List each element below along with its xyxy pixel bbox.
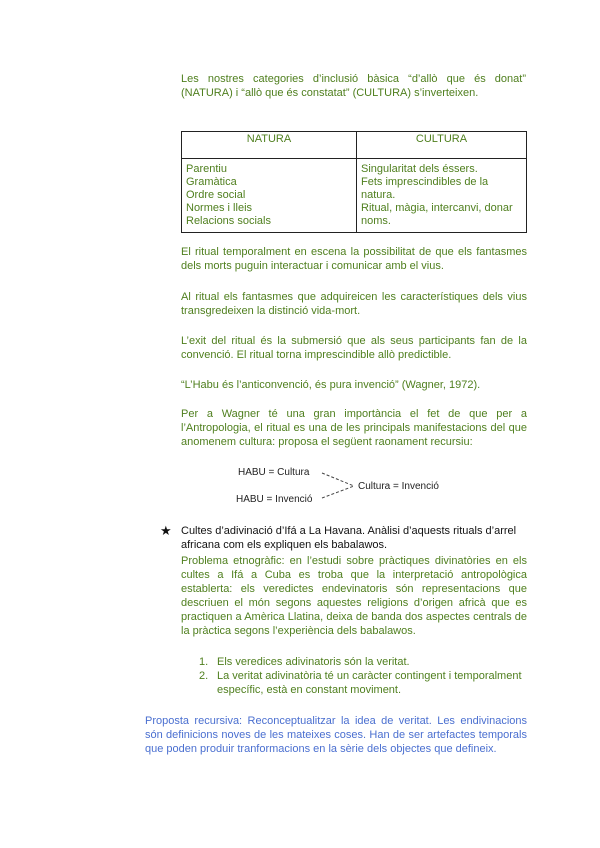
natura-cultura-table: [181, 131, 527, 233]
paragraph-habu-quote: “L’Habu és l’anticonvenció, és pura invenció” (Wagner, 1972).: [181, 379, 481, 391]
natura-item: Gramàtica: [186, 176, 237, 188]
paragraph-exit-ritual: L’exit del ritual és la submersió que als seus participants fan de la convenció. El ritual torna imprescindible allò predictible.: [181, 335, 527, 361]
proposta-recursiva: Proposta recursiva: Reconceptualitzar la idea de veritat. Les endivinacions són definicions noves de les mateixes coses. Han de ser artefactes temporals que poden produir tranformacions en la sèrie dels objectes que defineix.: [145, 715, 527, 755]
list-number: 2.: [199, 670, 209, 682]
cultura-item: Ritual, màgia, intercanvi, donar noms.: [361, 202, 513, 227]
paragraph-wagner: Per a Wagner té una gran importància el fet de que per a l’Antropologia, el ritual es una de les principals manifestacions del que anomenem cultura: proposa el següent raonament recursiu:: [181, 408, 527, 448]
list-text: Els veredices adivinatoris són la veritat.: [217, 656, 410, 668]
natura-cell: [182, 159, 357, 233]
intro-paragraph: Les nostres categories d’inclusió bàsica “d’allò que és donat” (NATURA) i “allò que és constatat” (CULTURA) s’inverteixen.: [181, 73, 526, 99]
cultura-cell: [357, 159, 527, 233]
natura-item: Ordre social: [186, 189, 246, 201]
table-header-cultura: CULTURA: [357, 132, 527, 159]
list-item: [199, 655, 527, 669]
natura-item: Parentiu: [186, 163, 227, 175]
natura-item: Normes i lleis: [186, 202, 253, 214]
paragraph-fantasmes: Al ritual els fantasmes que adquireicen les característiques dels vius transgredeixen la distinció vida-mort.: [181, 291, 527, 317]
numbered-list: [199, 655, 527, 697]
table-header-natura: NATURA: [182, 132, 357, 159]
list-item: [199, 669, 527, 697]
problema-etnografic: Problema etnogràfic: en l’estudi sobre pràctiques divinatòries en els cultes a Ifá a Cuba es troba que la interpretació antropològica establerta: els veredictes endevinatoris són representacions que descriuen el món segons aquestes religions d’origen africà que es practiquen a Amèrica Llatina, deixa de banda dos aspectes centrals de la pràctica segons l’experiència dels babalawos.: [181, 555, 527, 637]
diagram-habu-cultura: HABU = Cultura: [238, 467, 310, 478]
bullet-title: Cultes d’adivinació d’Ifá a La Havana. Anàlisi d’aquests rituals d’arrel africana com els expliquen els babalawos.: [181, 525, 517, 551]
star-icon: ★: [160, 523, 172, 538]
diagram-habu-invencio: HABU = Invenció: [236, 494, 313, 505]
list-text: La veritat adivinatòria té un caràcter contingent i temporalment específic, està en constant moviment.: [217, 670, 522, 696]
diagram-cultura-invencio: Cultura = Invenció: [358, 481, 439, 492]
cultura-item: Fets imprescindibles de la natura.: [361, 176, 489, 201]
list-number: 1.: [199, 656, 209, 668]
cultura-item: Singularitat dels éssers.: [361, 163, 478, 175]
natura-item: Relacions socials: [186, 215, 271, 227]
recursive-reasoning-diagram: [230, 462, 460, 508]
paragraph-ritual-escena: El ritual temporalment en escena la possibilitat de que els fantasmes dels morts puguin interactuar i comunicar amb el vius.: [181, 246, 527, 272]
